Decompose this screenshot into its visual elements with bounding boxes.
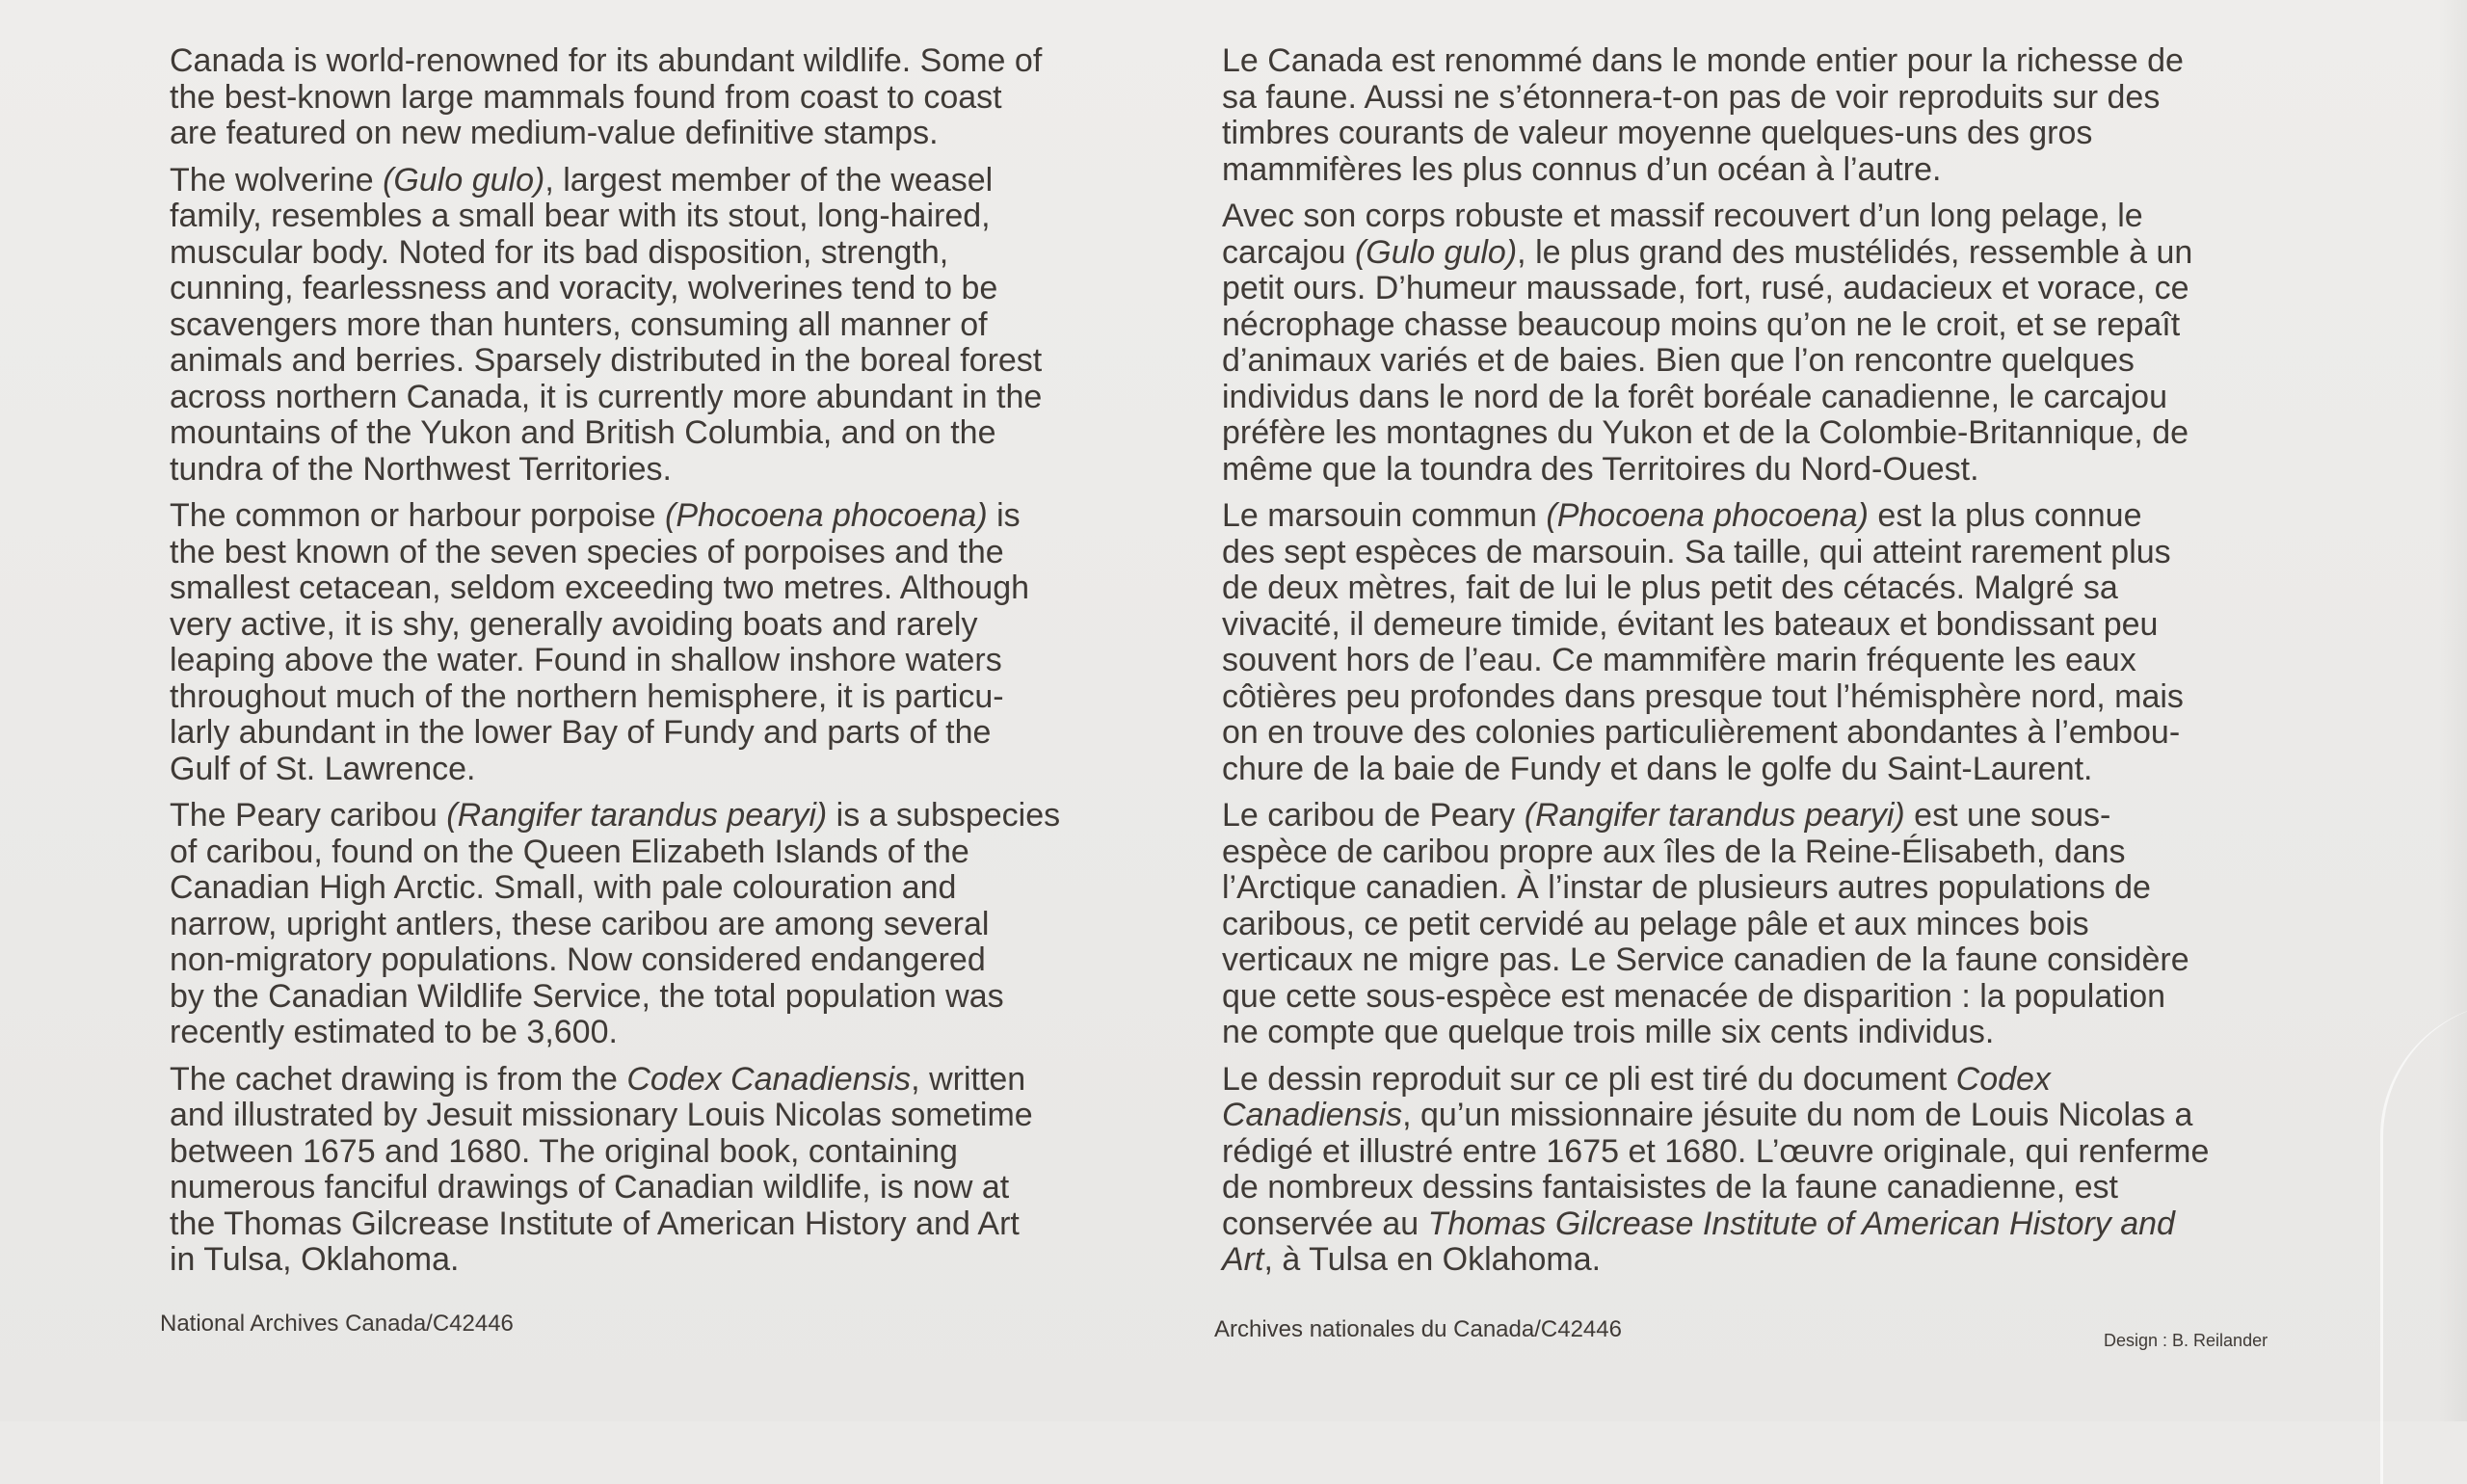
paragraph-text: The common or harbour porpoise: [170, 497, 666, 534]
paragraph-text: Le marsouin commun: [1222, 497, 1547, 534]
paragraph-text: Le dessin reproduit sur ce pli est tiré du document: [1222, 1060, 1956, 1098]
paragraph-text: is a subspecies of caribou, found on the Queen Elizabeth Islands of the Canadian High Arctic. Small, with pale colouration and narrow, upright antlers, these caribou are among several non-migratory populations. Now considered endangered by the Canadian Wildlife Service, the total population was recently estimated to be 3,600.: [170, 797, 1061, 1050]
paragraph-text: , le plus grand des mustélidés, ressemble à un petit ours. D’humeur maussade, fort, rusé, audacieux et vorace, ce nécrophage chasse beaucoup moins qu’on ne le croit, et se repaît d’animaux variés et de baies. Bien que l’on rencontre quelques individus dans le nord de la forêt boréale canadienne, le carcajou préfère les montagnes du Yukon et de la Colombie-Britannique, de même que la toundra des Territoires du Nord-Ouest.: [1222, 233, 2193, 488]
paragraph-text: Canada is world-renowned for its abundant wildlife. Some of the best-known large mammals found from coast to coast are featured on new medium-value definitive stamps.: [170, 42, 1043, 151]
french-paragraph: [1222, 1062, 2311, 1279]
italic-term: (Phocoena phocoena): [665, 497, 988, 534]
english-paragraph: [170, 498, 1167, 787]
paragraph-text: The Peary caribou: [170, 797, 447, 834]
paragraph-text: , largest member of the weasel family, resembles a small bear with its stout, long-haired, muscular body. Noted for its bad disposition, strength, cunning, fearlessness and voracity, wolverines tend to be scavengers more than hunters, consuming all manner of animals and berries. Sparsely distributed in the boreal forest across northern Canada, it is currently more abundant in the mountains of the Yukon and British Columbia, and on the tundra of the Northwest Territories.: [170, 161, 1043, 488]
paragraph-text: The wolverine: [170, 161, 384, 199]
paragraph-text: , qu’un missionnaire jésuite du nom de Louis Nicolas a rédigé et illustré entre 1675 et 1680. L’œuvre originale, qui renferme de nombreux dessins fantaisistes de la faune canadienne, est conservée au: [1222, 1097, 2210, 1242]
design-credit: Design : B. Reilander: [2104, 1331, 2268, 1350]
english-paragraph: [170, 43, 1167, 152]
italic-term: (Rangifer tarandus pearyi): [446, 797, 828, 834]
french-text-column: [1222, 43, 2311, 1289]
envelope-flap-curve: [2380, 1002, 2467, 1484]
italic-term: (Gulo gulo): [1354, 233, 1518, 271]
italic-term: Thomas Gilcrease Institute of American History and Art: [1222, 1205, 2175, 1278]
english-text-column: [170, 43, 1167, 1289]
french-archive-credit: Archives nationales du Canada/C42446: [1214, 1316, 1622, 1342]
english-paragraph: [170, 1062, 1167, 1279]
italic-term: (Rangifer tarandus pearyi): [1524, 797, 1905, 834]
paragraph-text: Avec son corps robuste et massif recouvert d’un long pelage, le carcajou: [1222, 198, 2143, 271]
paragraph-text: , written and illustrated by Jesuit missionary Louis Nicolas sometime between 1675 and 1680. The original book, containing numerous fanciful drawings of Canadian wildlife, is now at the Thomas Gilcrease Institute of American History and Art in Tulsa, Oklahoma.: [170, 1060, 1033, 1278]
english-paragraph: [170, 163, 1167, 489]
french-paragraph: [1222, 43, 2311, 188]
french-paragraph: [1222, 498, 2311, 787]
english-archive-credit: National Archives Canada/C42446: [160, 1311, 514, 1337]
paragraph-text: Le Canada est renommé dans le monde entier pour la richesse de sa faune. Aussi ne s’étonnera-t-on pas de voir reproduits sur des timbres courants de valeur moyenne quelques-uns des gros mammifères les plus connus d’un océan à l’autre.: [1222, 42, 2184, 188]
english-paragraph: [170, 798, 1167, 1051]
italic-term: (Phocoena phocoena): [1546, 497, 1869, 534]
paragraph-text: , à Tulsa en Oklahoma.: [1263, 1241, 1602, 1278]
french-paragraph: [1222, 199, 2311, 488]
italic-term: Codex Canadiensis: [626, 1060, 912, 1098]
paragraph-text: is the best known of the seven species of porpoises and the smallest cetacean, seldom exceeding two metres. Although very active, it is shy, generally avoiding boats and rarely leaping above the water. Found in shallow inshore waters throughout much of the northern hemisphere, it is particu- larly abundant in the lower Bay of Fundy and parts of the Gulf of St. Lawrence.: [170, 497, 1030, 787]
paragraph-text: est la plus connue des sept espèces de marsouin. Sa taille, qui atteint rarement plus de deux mètres, fait de lui le plus petit des cétacés. Malgré sa vivacité, il demeure timide, évitant les bateaux et bondissant peu souvent hors de l’eau. Ce mammifère marin fréquente les eaux côtières peu profondes dans presque tout l’hémisphère nord, mais on en trouve des colonies particulièrement abondantes à l’embou- chure de la baie de Fundy et dans le golfe du Saint-Laurent.: [1222, 497, 2184, 787]
french-paragraph: [1222, 798, 2311, 1051]
paragraph-text: est une sous- espèce de caribou propre aux îles de la Reine-Élisabeth, dans l’Arctique canadien. À l’instar de plusieurs autres populations de caribous, ce petit cervidé au pelage pâle et aux minces bois verticaux ne migre pas. Le Service canadien de la faune considère que cette sous-espèce est menacée de disparition : la population ne compte que quelque trois mille six cents individus.: [1222, 797, 2189, 1050]
italic-term: Codex Canadiensis: [1222, 1060, 2051, 1133]
italic-term: (Gulo gulo): [383, 161, 545, 199]
paragraph-text: Le caribou de Peary: [1222, 797, 1525, 834]
paragraph-text: The cachet drawing is from the: [170, 1060, 627, 1098]
